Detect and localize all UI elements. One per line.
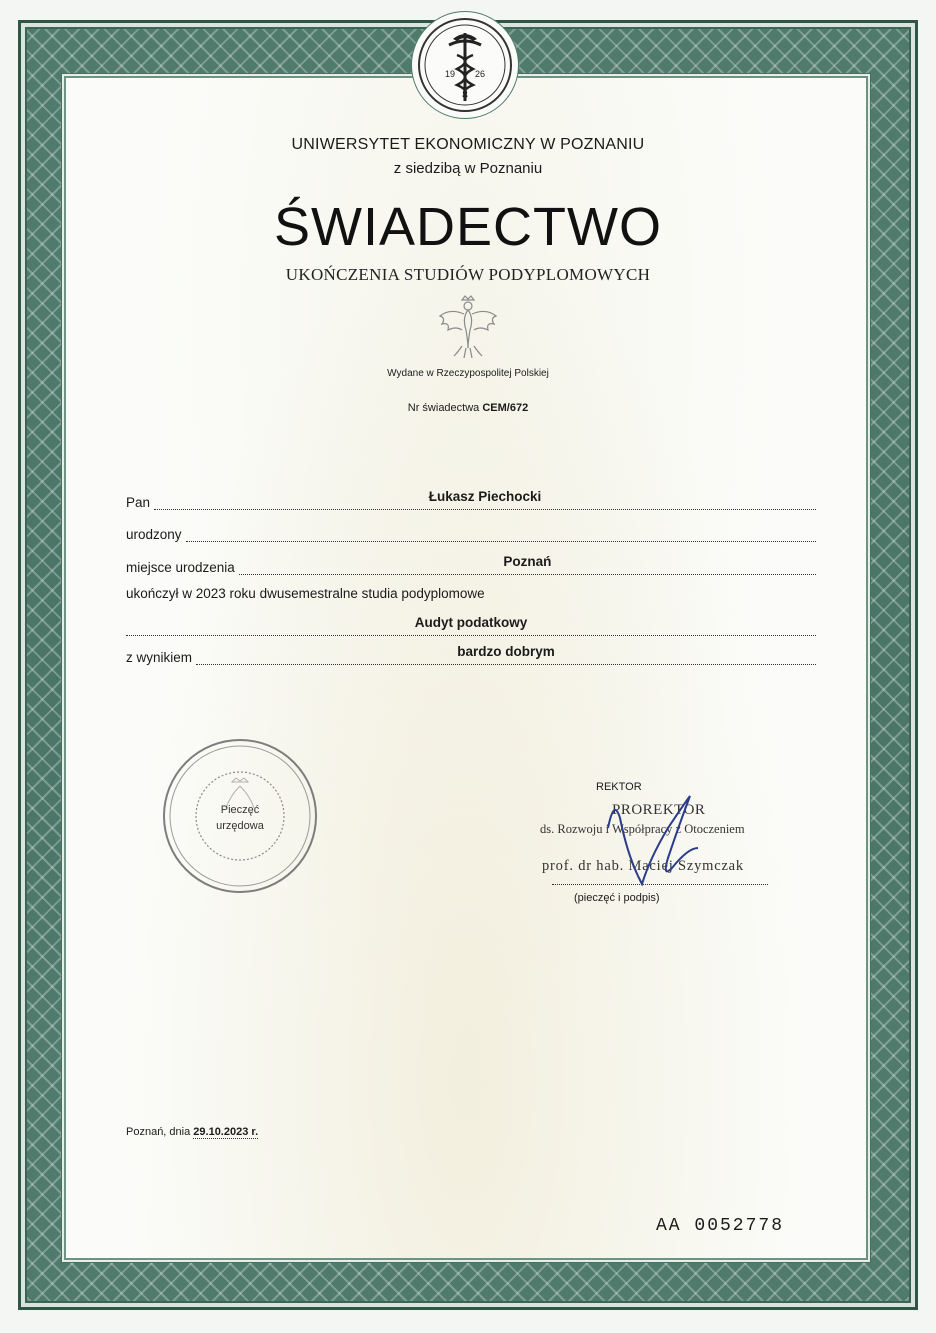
issue-date-label: Poznań, dnia <box>126 1126 191 1138</box>
caduceus-icon <box>415 15 515 115</box>
rektor-label: REKTOR <box>596 781 642 793</box>
field-pan-label: Pan <box>126 495 151 510</box>
field-program-value: Audyt podatkowy <box>414 615 528 630</box>
document-title: ŚWIADECTWO <box>274 197 662 257</box>
completed-statement: ukończył w 2023 roku dwusemestralne studia podyplomowe <box>126 586 485 601</box>
document-subtitle: UKOŃCZENIA STUDIÓW PODYPLOMOWYCH <box>285 265 651 284</box>
field-born <box>126 522 816 542</box>
issue-date <box>126 1126 258 1138</box>
field-result-label: z wynikiem <box>126 650 193 665</box>
field-pan <box>126 490 816 510</box>
issued-in-text: Wydane w Rzeczypospolitej Polskiej <box>387 368 549 379</box>
field-program <box>126 616 816 636</box>
signatory-name: prof. dr hab. Maciej Szymczak <box>542 858 744 874</box>
certificate-number-label: Nr świadectwa <box>407 402 480 414</box>
certificate-number <box>0 402 936 414</box>
stamp-label <box>200 802 280 834</box>
issue-date-value: 29.10.2023 r. <box>193 1126 259 1138</box>
university-seat: z siedzibą w Poznaniu <box>393 160 543 177</box>
university-crest <box>415 15 515 115</box>
certificate-number-value: CEM/672 <box>482 402 529 414</box>
prorektor-description: ds. Rozwoju i Współpracy z Otoczeniem <box>540 822 745 836</box>
university-name: UNIWERSYTET EKONOMICZNY W POZNANIU <box>291 136 645 153</box>
crest-year-left: 19 <box>445 69 456 79</box>
field-result <box>126 645 816 665</box>
handwritten-signature <box>598 788 768 898</box>
prorektor-title: PROREKTOR <box>612 802 706 818</box>
field-result-value: bardzo dobrym <box>457 644 555 659</box>
field-birthplace-value: Poznań <box>503 554 552 569</box>
eagle-emblem-icon <box>432 290 504 362</box>
field-pan-value: Łukasz Piechocki <box>428 489 542 504</box>
crest-year-right: 26 <box>475 69 486 79</box>
serial-number: AA 0052778 <box>656 1216 785 1236</box>
field-birthplace-label: miejsce urodzenia <box>126 560 235 575</box>
field-born-label: urodzony <box>126 527 182 542</box>
stamp-label-line1: Pieczęć <box>220 804 260 816</box>
stamp-label-line2: urzędowa <box>216 820 264 832</box>
seal-note: (pieczęć i podpis) <box>574 892 660 904</box>
field-birthplace <box>126 555 816 575</box>
